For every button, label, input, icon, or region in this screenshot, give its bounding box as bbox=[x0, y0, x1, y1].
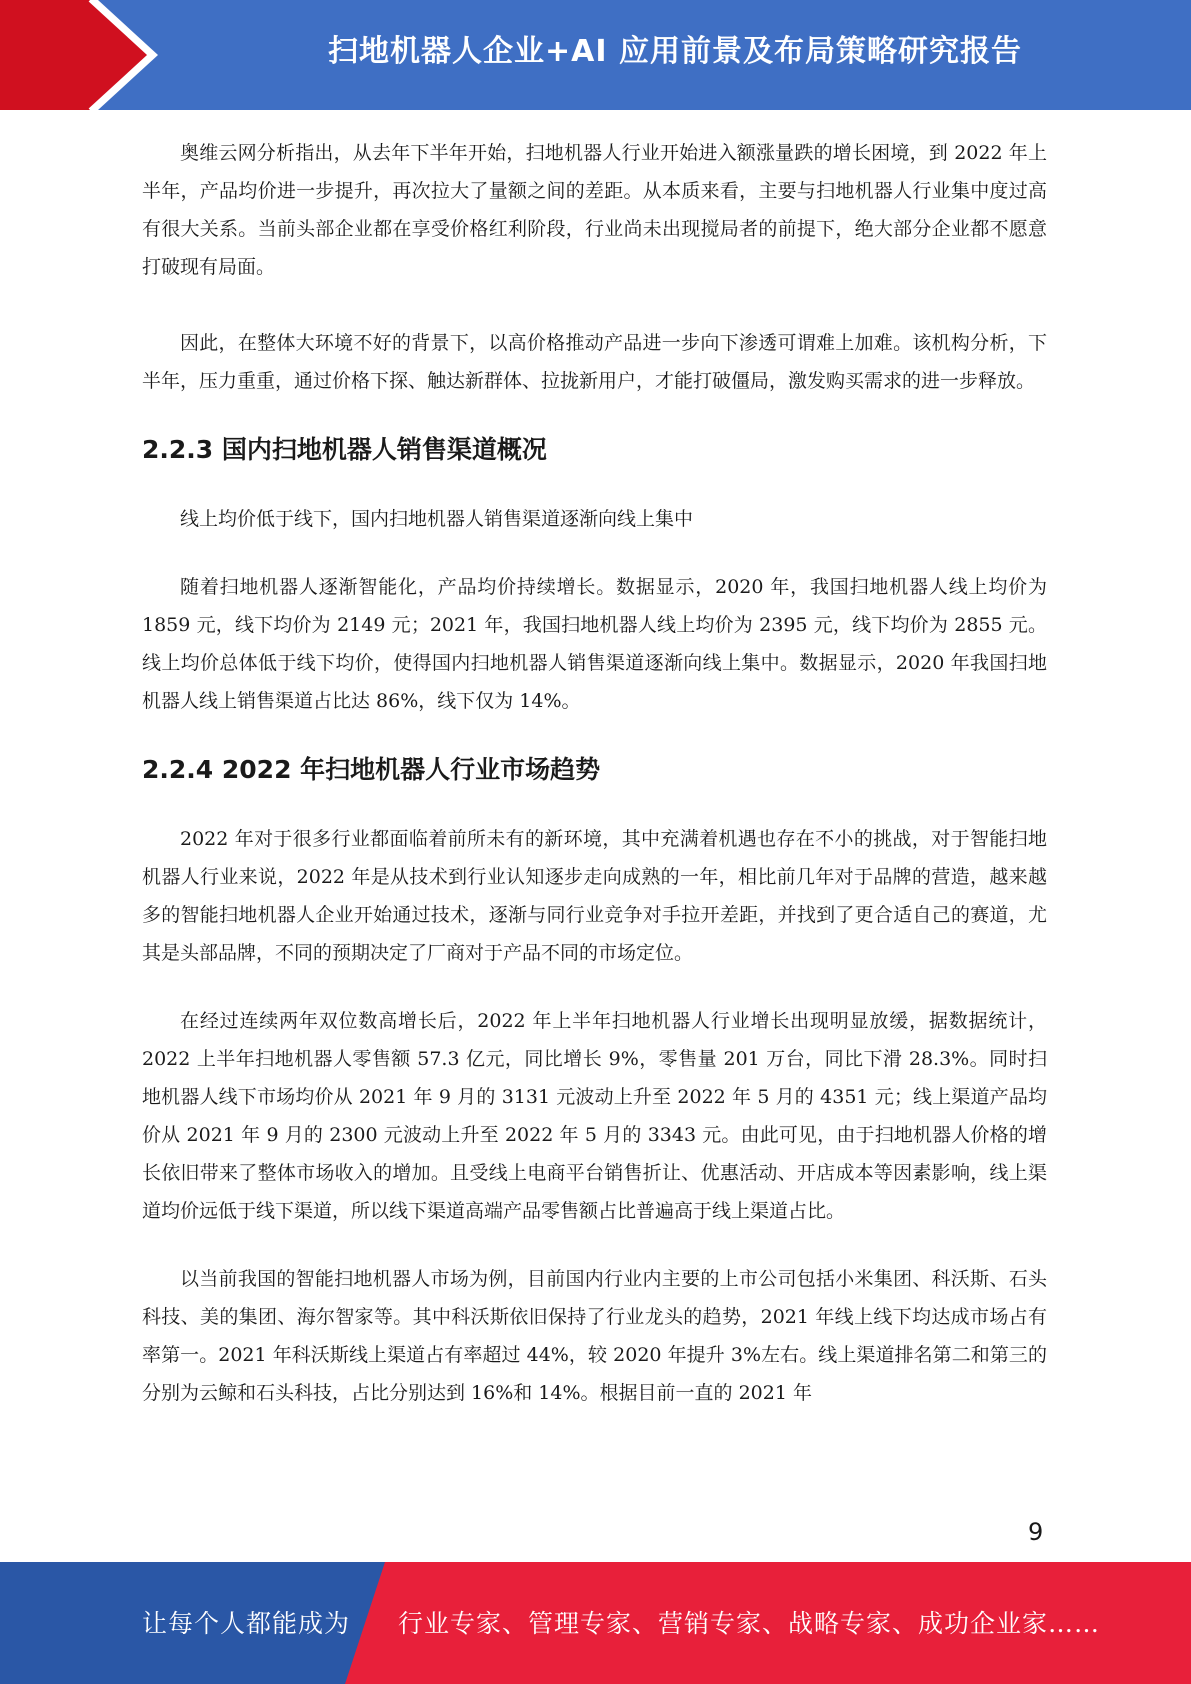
paragraph: 因此，在整体大环境不好的背景下，以高价格推动产品进一步向下渗透可谓难上加难。该机构分析，下半年，压力重重，通过价格下探、触达新群体、拉拢新用户，才能打破僵局，激发购买需求的进一步释放。 bbox=[142, 332, 1047, 392]
paragraph: 2022 年对于很多行业都面临着前所未有的新环境，其中充满着机遇也存在不小的挑战，对于智能扫地机器人行业来说，2022 年是从技术到行业认知逐步走向成熟的一年，相比前几年对于品牌的营造，越来越多的智能扫地机器人企业开始通过技术，逐渐与同行业竞争对手拉开差距，并找到了更合适自己的赛道，尤其是头部品牌，不同的预期决定了厂商对于产品不同的市场定位。 bbox=[142, 828, 1047, 964]
page-header bbox=[0, 0, 1191, 110]
document-title: 扫地机器人企业+AI 应用前景及布局策略研究报告 bbox=[328, 34, 1022, 69]
paragraph: 奥维云网分析指出，从去年下半年开始，扫地机器人行业开始进入额涨量跌的增长困境，到 2022 年上半年，产品均价进一步提升，再次拉大了量额之间的差距。从本质来看，主要与扫地机器人行业集中度过高有很大关系。当前头部企业都在享受价格红利阶段，行业尚未出现搅局者的前提下，绝大部分企业都不愿意打破现有局面。 bbox=[142, 142, 1047, 278]
section-heading-2-2-4: 2.2.4 2022 年扫地机器人行业市场趋势 bbox=[142, 755, 601, 784]
page-footer bbox=[0, 1562, 1191, 1684]
paragraph: 随着扫地机器人逐渐智能化，产品均价持续增长。数据显示，2020 年，我国扫地机器人线上均价为 1859 元，线下均价为 2149 元；2021 年，我国扫地机器人线上均价为 2395 元，线下均价为 2855 元。线上均价总体低于线下均价，使得国内扫地机器人销售渠道逐渐向线上集中。数据显示，2020 年我国扫地机器人线上销售渠道占比达 86%，线下仅为 14%。 bbox=[142, 576, 1047, 712]
paragraph: 在经过连续两年双位数高增长后，2022 年上半年扫地机器人行业增长出现明显放缓，据数据统计，2022 上半年扫地机器人零售额 57.3 亿元，同比增长 9%，零售量 201 万台，同比下滑 28.3%。同时扫地机器人线下市场均价从 2021 年 9 月的 3131 元波动上升至 2022 年 5 月的 4351 元；线上渠道产品均价从 2021 年 9 月的 2300 元波动上升至 2022 年 5 月的 3343 元。由此可见，由于扫地机器人价格的增长依旧带来了整体市场收入的增加。且受线上电商平台销售折让、优惠活动、开店成本等因素影响，线上渠道均价远低于线下渠道，所以线下渠道高端产品零售额占比普遍高于线上渠道占比。 bbox=[142, 1010, 1047, 1222]
paragraph: 线上均价低于线下，国内扫地机器人销售渠道逐渐向线上集中 bbox=[180, 508, 694, 530]
footer-slogan-left: 让每个人都能成为 bbox=[142, 1609, 351, 1638]
footer-slogan-right: 行业专家、管理专家、营销专家、战略专家、成功企业家…… bbox=[398, 1609, 1101, 1638]
paragraph: 以当前我国的智能扫地机器人市场为例，目前国内行业内主要的上市公司包括小米集团、科沃斯、石头科技、美的集团、海尔智家等。其中科沃斯依旧保持了行业龙头的趋势，2021 年线上线下均达成市场占有率第一。2021 年科沃斯线上渠道占有率超过 44%，较 2020 年提升 3%左右。线上渠道排名第二和第三的分别为云鲸和石头科技，占比分别达到 16%和 14%。根据目前一直的 2021 年 bbox=[142, 1268, 1047, 1404]
main-content bbox=[142, 134, 1047, 1412]
page-number: 9 bbox=[1028, 1518, 1044, 1546]
section-heading-2-2-3: 2.2.3 国内扫地机器人销售渠道概况 bbox=[142, 435, 547, 464]
